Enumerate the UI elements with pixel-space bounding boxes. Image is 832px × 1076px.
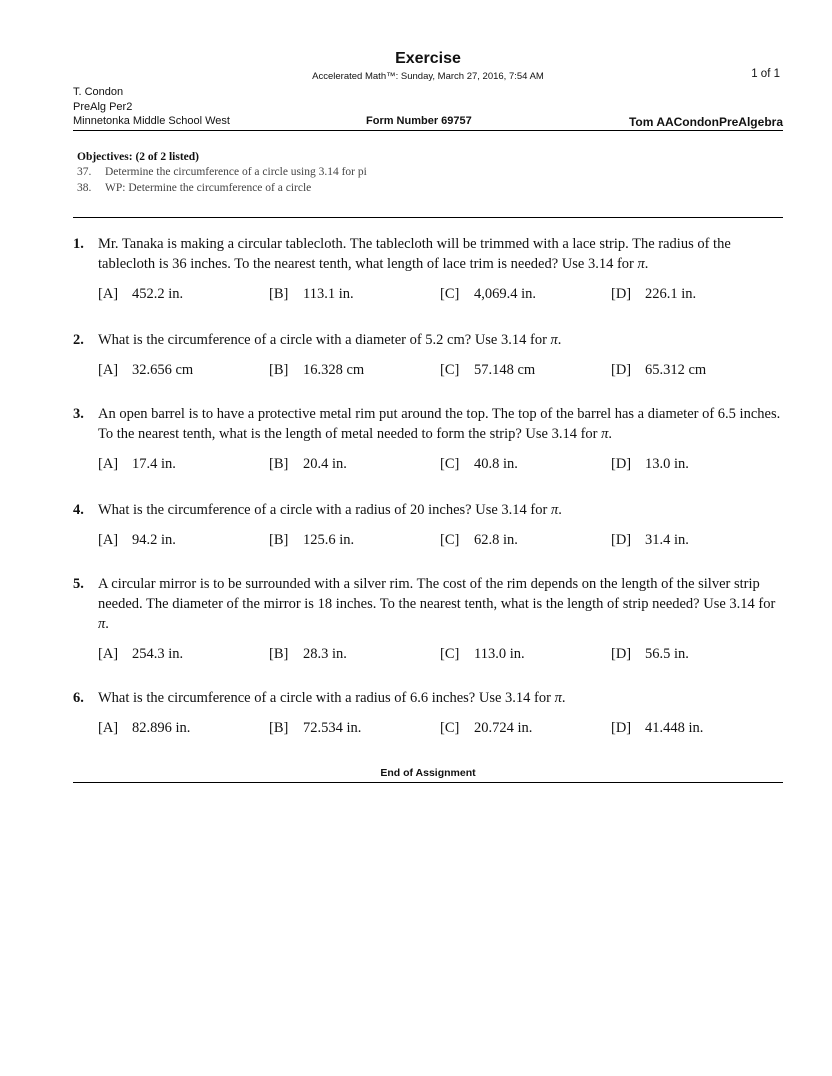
- objective-item: [77, 164, 367, 180]
- header-divider: [73, 130, 783, 131]
- answer-choice-a: [A] 94.2 in.: [98, 532, 176, 548]
- question-text: What is the circumference of a circle with a radius of 6.6 inches? Use 3.14 for π.: [98, 690, 566, 706]
- answer-choice-a: [A] 452.2 in.: [98, 286, 184, 302]
- answer-choices: [98, 718, 785, 738]
- answer-choice-d: [D] 41.448 in.: [611, 720, 704, 736]
- question-5: [73, 574, 785, 664]
- answer-choice-c: [C] 113.0 in.: [440, 646, 525, 662]
- student-info: [73, 85, 132, 114]
- question-4: [73, 500, 785, 550]
- account-name: Tom AACondonPreAlgebra: [628, 115, 783, 129]
- answer-choices: [98, 360, 785, 380]
- answer-choice-d: [D] 13.0 in.: [611, 456, 689, 472]
- objectives-heading: Objectives: (2 of 2 listed): [77, 151, 199, 163]
- objective-number: 37.: [77, 166, 92, 178]
- objective-number: 38.: [77, 182, 92, 194]
- answer-choice-c: [C] 40.8 in.: [440, 456, 518, 472]
- question-number: 1.: [73, 236, 84, 252]
- question-text: What is the circumference of a circle with a radius of 20 inches? Use 3.14 for π.: [98, 502, 562, 518]
- school-name: Minnetonka Middle School West: [73, 115, 230, 127]
- question-text: An open barrel is to have a protective metal rim put around the top. The top of the barrel has a diameter of 6.5 inches. To the nearest tenth, what is the length of metal needed to form the strip? Use 3.14 for π.: [98, 406, 781, 442]
- question-number: 3.: [73, 406, 84, 422]
- pi-symbol: π: [601, 426, 609, 442]
- answer-choices: [98, 644, 785, 664]
- objective-text: WP: Determine the circumference of a circle: [105, 182, 312, 194]
- objectives-divider: [73, 217, 783, 218]
- answer-choice-b: [B] 72.534 in.: [269, 720, 362, 736]
- pi-symbol: π: [637, 256, 645, 272]
- answer-choice-d: [D] 65.312 cm: [611, 362, 707, 378]
- report-subtitle: Accelerated Math™: Sunday, March 27, 2016, 7:54 AM: [312, 71, 544, 82]
- pi-symbol: π: [98, 616, 106, 632]
- answer-choice-b: [B] 20.4 in.: [269, 456, 347, 472]
- answer-choice-c: [C] 57.148 cm: [440, 362, 536, 378]
- class-name: PreAlg Per2: [73, 100, 133, 113]
- answer-choice-a: [A] 82.896 in.: [98, 720, 191, 736]
- pi-symbol: π: [550, 332, 558, 348]
- question-number: 6.: [73, 690, 84, 706]
- answer-choice-d: [D] 56.5 in.: [611, 646, 689, 662]
- question-1: [73, 234, 785, 304]
- answer-choice-b: [B] 16.328 cm: [269, 362, 365, 378]
- header-row: [73, 115, 783, 130]
- question-text: A circular mirror is to be surrounded with a silver rim. The cost of the rim depends on the length of the silver strip needed. The diameter of the mirror is 18 inches. To the nearest tenth, what is the length of strip needed? Use 3.14 for π.: [98, 576, 776, 632]
- question-2: [73, 330, 785, 380]
- answer-choice-b: [B] 28.3 in.: [269, 646, 347, 662]
- answer-choices: [98, 284, 785, 304]
- answer-choice-d: [D] 31.4 in.: [611, 532, 689, 548]
- objective-item: [77, 180, 367, 196]
- footer-divider: [73, 782, 783, 783]
- question-text: What is the circumference of a circle with a diameter of 5.2 cm? Use 3.14 for π.: [98, 332, 562, 348]
- answer-choices: [98, 530, 785, 550]
- answer-choice-b: [B] 113.1 in.: [269, 286, 354, 302]
- answer-choice-c: [C] 20.724 in.: [440, 720, 533, 736]
- pi-symbol: π: [554, 690, 562, 706]
- page-count: 1 of 1: [751, 68, 780, 80]
- objectives-section: [77, 151, 367, 196]
- question-number: 2.: [73, 332, 84, 348]
- teacher-name: T. Condon: [73, 86, 124, 98]
- question-6: [73, 688, 785, 738]
- answer-choice-a: [A] 32.656 cm: [98, 362, 194, 378]
- answer-choices: [98, 454, 785, 474]
- question-number: 5.: [73, 576, 84, 592]
- answer-choice-a: [A] 254.3 in.: [98, 646, 184, 662]
- question-number: 4.: [73, 502, 84, 518]
- pi-symbol: π: [550, 502, 559, 518]
- answer-choice-b: [B] 125.6 in.: [269, 532, 355, 548]
- answer-choice-c: [C] 62.8 in.: [440, 532, 518, 548]
- form-number: Form Number 69757: [366, 115, 472, 127]
- answer-choice-a: [A] 17.4 in.: [98, 456, 176, 472]
- question-text: Mr. Tanaka is making a circular tablecloth. The tablecloth will be trimmed with a lace strip. The radius of the tablecloth is 36 inches. To the nearest tenth, what length of lace trim is needed? Use 3.14 for π.: [98, 236, 731, 272]
- objective-text: Determine the circumference of a circle using 3.14 for pi: [105, 166, 367, 178]
- question-3: [73, 404, 785, 474]
- page-title: Exercise: [395, 50, 461, 67]
- end-of-assignment: End of Assignment: [380, 767, 476, 779]
- answer-choice-d: [D] 226.1 in.: [611, 286, 697, 302]
- answer-choice-c: [C] 4,069.4 in.: [440, 286, 537, 302]
